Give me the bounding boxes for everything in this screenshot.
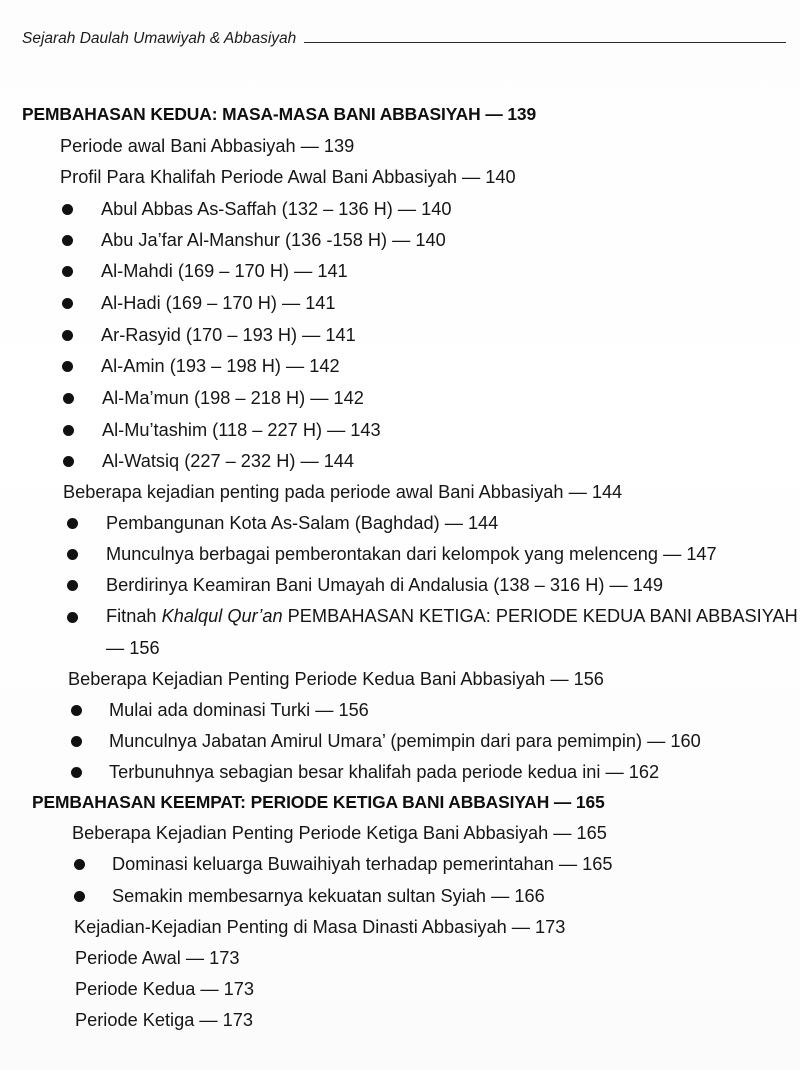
toc-subentry: Al-Ma’mun (198 – 218 H) — 142 (102, 388, 364, 408)
toc-subentry: Ar-Rasyid (170 – 193 H) — 141 (101, 325, 356, 345)
toc-subentry: Munculnya Jabatan Amirul Umara’ (pemimpin dari para pemimpin) — 160 (109, 731, 701, 751)
bullet-icon (67, 580, 78, 591)
bullet-icon (71, 705, 82, 716)
toc-entry: Beberapa Kejadian Penting Periode Ketiga Bani Abbasiyah — 165 (72, 823, 607, 843)
bullet-icon (62, 361, 73, 372)
header-rule (304, 42, 786, 43)
toc-subentry: Pembangunan Kota As-Salam (Baghdad) — 144 (106, 513, 499, 533)
toc-subentry: Abu Ja’far Al-Manshur (136 -158 H) — 140 (101, 230, 446, 250)
bullet-icon (71, 736, 82, 747)
bullet-icon (67, 518, 78, 529)
bullet-icon (62, 204, 73, 215)
toc-subentry: Berdirinya Keamiran Bani Umayah di Andalusia (138 – 316 H) — 149 (106, 575, 664, 595)
toc-subentry: Semakin membesarnya kekuatan sultan Syiah — 166 (112, 886, 545, 906)
toc-subentry: Mulai ada dominasi Turki — 156 (109, 700, 369, 720)
bullet-icon (71, 767, 82, 778)
running-header (22, 30, 786, 48)
fitnah-rest: PEMBAHASAN KETIGA: PERIODE KEDUA BANI ABBASIYAH (282, 606, 798, 626)
toc-subentry: Al-Amin (193 – 198 H) — 142 (101, 356, 340, 376)
bullet-icon (67, 612, 78, 623)
toc-subentry: Al-Hadi (169 – 170 H) — 141 (101, 293, 336, 313)
toc-entry: Kejadian-Kejadian Penting di Masa Dinasti Abbasiyah — 173 (74, 917, 566, 937)
toc-entry: Beberapa kejadian penting pada periode awal Bani Abbasiyah — 144 (63, 482, 623, 502)
toc-subentry: Abul Abbas As-Saffah (132 – 136 H) — 140 (101, 199, 452, 219)
fitnah-prefix: Fitnah (106, 606, 162, 626)
bullet-icon (62, 235, 73, 246)
toc-subentry: Munculnya berbagai pemberontakan dari kelompok yang melenceng — 147 (106, 544, 717, 564)
bullet-icon (62, 330, 73, 341)
toc-entry: Profil Para Khalifah Periode Awal Bani Abbasiyah — 140 (60, 167, 516, 187)
toc-entry: Periode Kedua — 173 (75, 979, 254, 999)
toc-entry: Periode awal Bani Abbasiyah — 139 (60, 136, 355, 156)
bullet-icon (63, 425, 74, 436)
bullet-icon (62, 266, 73, 277)
book-title: Sejarah Daulah Umawiyah & Abbasiyah (22, 30, 297, 47)
bullet-icon (74, 859, 85, 870)
toc-subentry: Terbunuhnya sebagian besar khalifah pada periode kedua ini — 162 (109, 762, 660, 782)
toc-entry: Periode Awal — 173 (75, 948, 240, 968)
chapter-heading-kedua: PEMBAHASAN KEDUA: MASA-MASA BANI ABBASIYAH — 139 (22, 104, 537, 124)
toc-entry: Beberapa Kejadian Penting Periode Kedua Bani Abbasiyah — 156 (68, 669, 604, 689)
toc-subentry-fitnah (106, 604, 798, 628)
bullet-icon (63, 393, 74, 404)
toc-subentry: Al-Watsiq (227 – 232 H) — 144 (102, 451, 355, 471)
bullet-icon (67, 549, 78, 560)
toc-subentry: Al-Mu’tashim (118 – 227 H) — 143 (102, 420, 381, 440)
chapter-heading-keempat: PEMBAHASAN KEEMPAT: PERIODE KETIGA BANI ABBASIYAH — 165 (32, 792, 605, 812)
bullet-icon (62, 298, 73, 309)
bullet-icon (74, 891, 85, 902)
toc-subentry: Al-Mahdi (169 – 170 H) — 141 (101, 261, 348, 281)
fitnah-italic: Khalqul Qur’an (161, 606, 283, 626)
bullet-icon (63, 456, 74, 467)
toc-subentry: Dominasi keluarga Buwaihiyah terhadap pemerintahan — 165 (112, 854, 613, 874)
toc-entry: Periode Ketiga — 173 (75, 1010, 253, 1030)
toc-page-number: — 156 (106, 638, 160, 658)
